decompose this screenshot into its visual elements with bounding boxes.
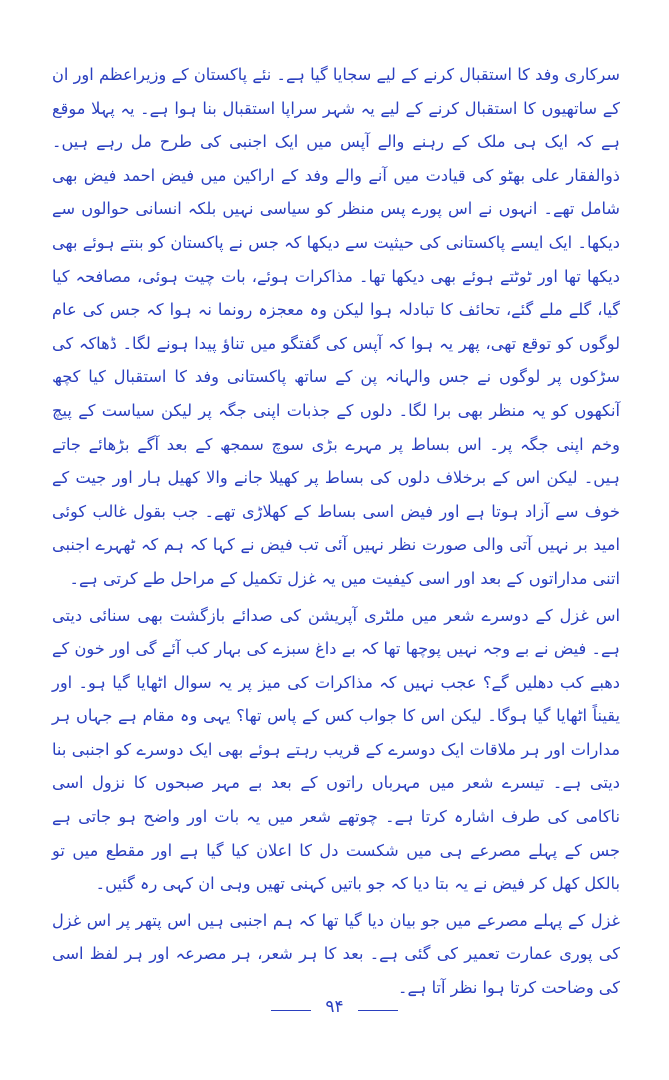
paragraph-3: غزل کے پہلے مصرعے میں جو بیان دیا گیا تھا کہ ہم اجنبی ہیں اس پتھر پر اس غزل کی پوری عمارت تعمیر کی گئی ہے۔ بعد کا ہر شعر، ہر مصرعہ اور ہر لفظ اسی کی وضاحت کرتا ہوا نظر آتا ہے۔	[52, 910, 620, 998]
footer-rule-right	[358, 1010, 398, 1011]
page-body	[52, 58, 620, 1005]
paragraph-1: سرکاری وفد کا استقبال کرنے کے لیے سجایا گیا ہے۔ نئے پاکستان کے وزیراعظم اور ان کے ساتھیوں کا استقبال کرنے کے لیے یہ شہر سراپا استقبال بنا ہوا ہے۔ یہ پہلا موقع ہے کہ ایک ہی ملک کے رہنے والے آپس میں ایک اجنبی کی طرح مل رہے ہیں۔ ذوالفقار علی بھٹو کی قیادت میں آنے والے وفد کے اراکین میں فیض احمد فیض بھی شامل تھے۔ انہوں نے اس پورے پس منظر کو سیاسی نہیں بلکہ انسانی حوالوں سے دیکھا۔ ایک ایسے پاکستانی کی حیثیت سے دیکھا کہ جس نے پاکستان کو بنتے ہوئے بھی دیکھا تھا اور ٹوٹتے ہوئے بھی دیکھا تھا۔ مذاکرات ہوئے، بات چیت ہوئی، مصافحہ کیا گیا، گلے ملے گئے، تحائف کا تبادلہ ہوا لیکن وہ معجزہ رونما نہ ہوا کہ جس کی عام لوگوں کو توقع تھی، پھر یہ ہوا کہ آپس کی گفتگو میں تناؤ پیدا ہونے لگا۔ ڈھاکہ کی سڑکوں پر لوگوں نے جس والہانہ پن کے ساتھ پاکستانی وفد کا استقبال کیا کچھ آنکھوں کو یہ منظر بھی برا لگا۔ دلوں کے جذبات اپنی جگہ پر لیکن سیاست کے پیچ وخم اپنی جگہ پر۔ اس بساط پر مہرے بڑی سوچ سمجھ کے بعد آگے بڑھائے جاتے ہیں۔ لیکن اس کے برخلاف دلوں کی بساط پر کھیلا جانے والا کھیل ہار اور جیت کے خوف سے آزاد ہوتا ہے اور فیض اسی بساط کے کھلاڑی تھے۔ جب بقول غالب کوئی امید بر نہیں آتی والی صورت نظر نہیں آئی تب فیض نے کہا کہ ہم کہ ٹھہرے اجنبی اتنی مداراتوں کے بعد اور اسی کیفیت میں یہ غزل تکمیل کے مراحل طے کرتی ہے۔	[52, 65, 620, 588]
page-footer	[0, 992, 669, 1022]
paragraph-2: اس غزل کے دوسرے شعر میں ملٹری آپریشن کی صدائے بازگشت بھی سنائی دیتی ہے۔ فیض نے بے وجہ نہیں پوچھا تھا کہ بے داغ سبزے کی بہار کب آئے گی اور خون کے دھبے کب دھلیں گے؟ عجب نہیں کہ مذاکرات کی میز پر یہ سوال اٹھایا گیا ہو۔ اور یقیناً اٹھایا گیا ہوگا۔ لیکن اس کا جواب کس کے پاس تھا؟ یہی وہ مقام ہے جہاں ہر مدارات اور ہر ملاقات ایک دوسرے کے قریب رہتے ہوئے بھی ایک دوسرے کو اجنبی بنا دیتی ہے۔ تیسرے شعر میں مہرباں راتوں کے بعد بے مہر صبحوں کا نزول اسی ناکامی کی طرف اشارہ کرتا ہے۔ چوتھے شعر میں یہ بات اور واضح ہو جاتی ہے جس کے پہلے مصرعے ہی میں شکست دل کا اعلان کیا گیا ہے اور مقطع میں تو بالکل کھل کر فیض نے یہ بتا دیا کہ جو باتیں کہنی تھیں وہی ان کہی رہ گئیں۔	[52, 605, 620, 894]
footer-rule-left	[271, 1010, 311, 1011]
page-number: ۹۴	[325, 997, 344, 1017]
